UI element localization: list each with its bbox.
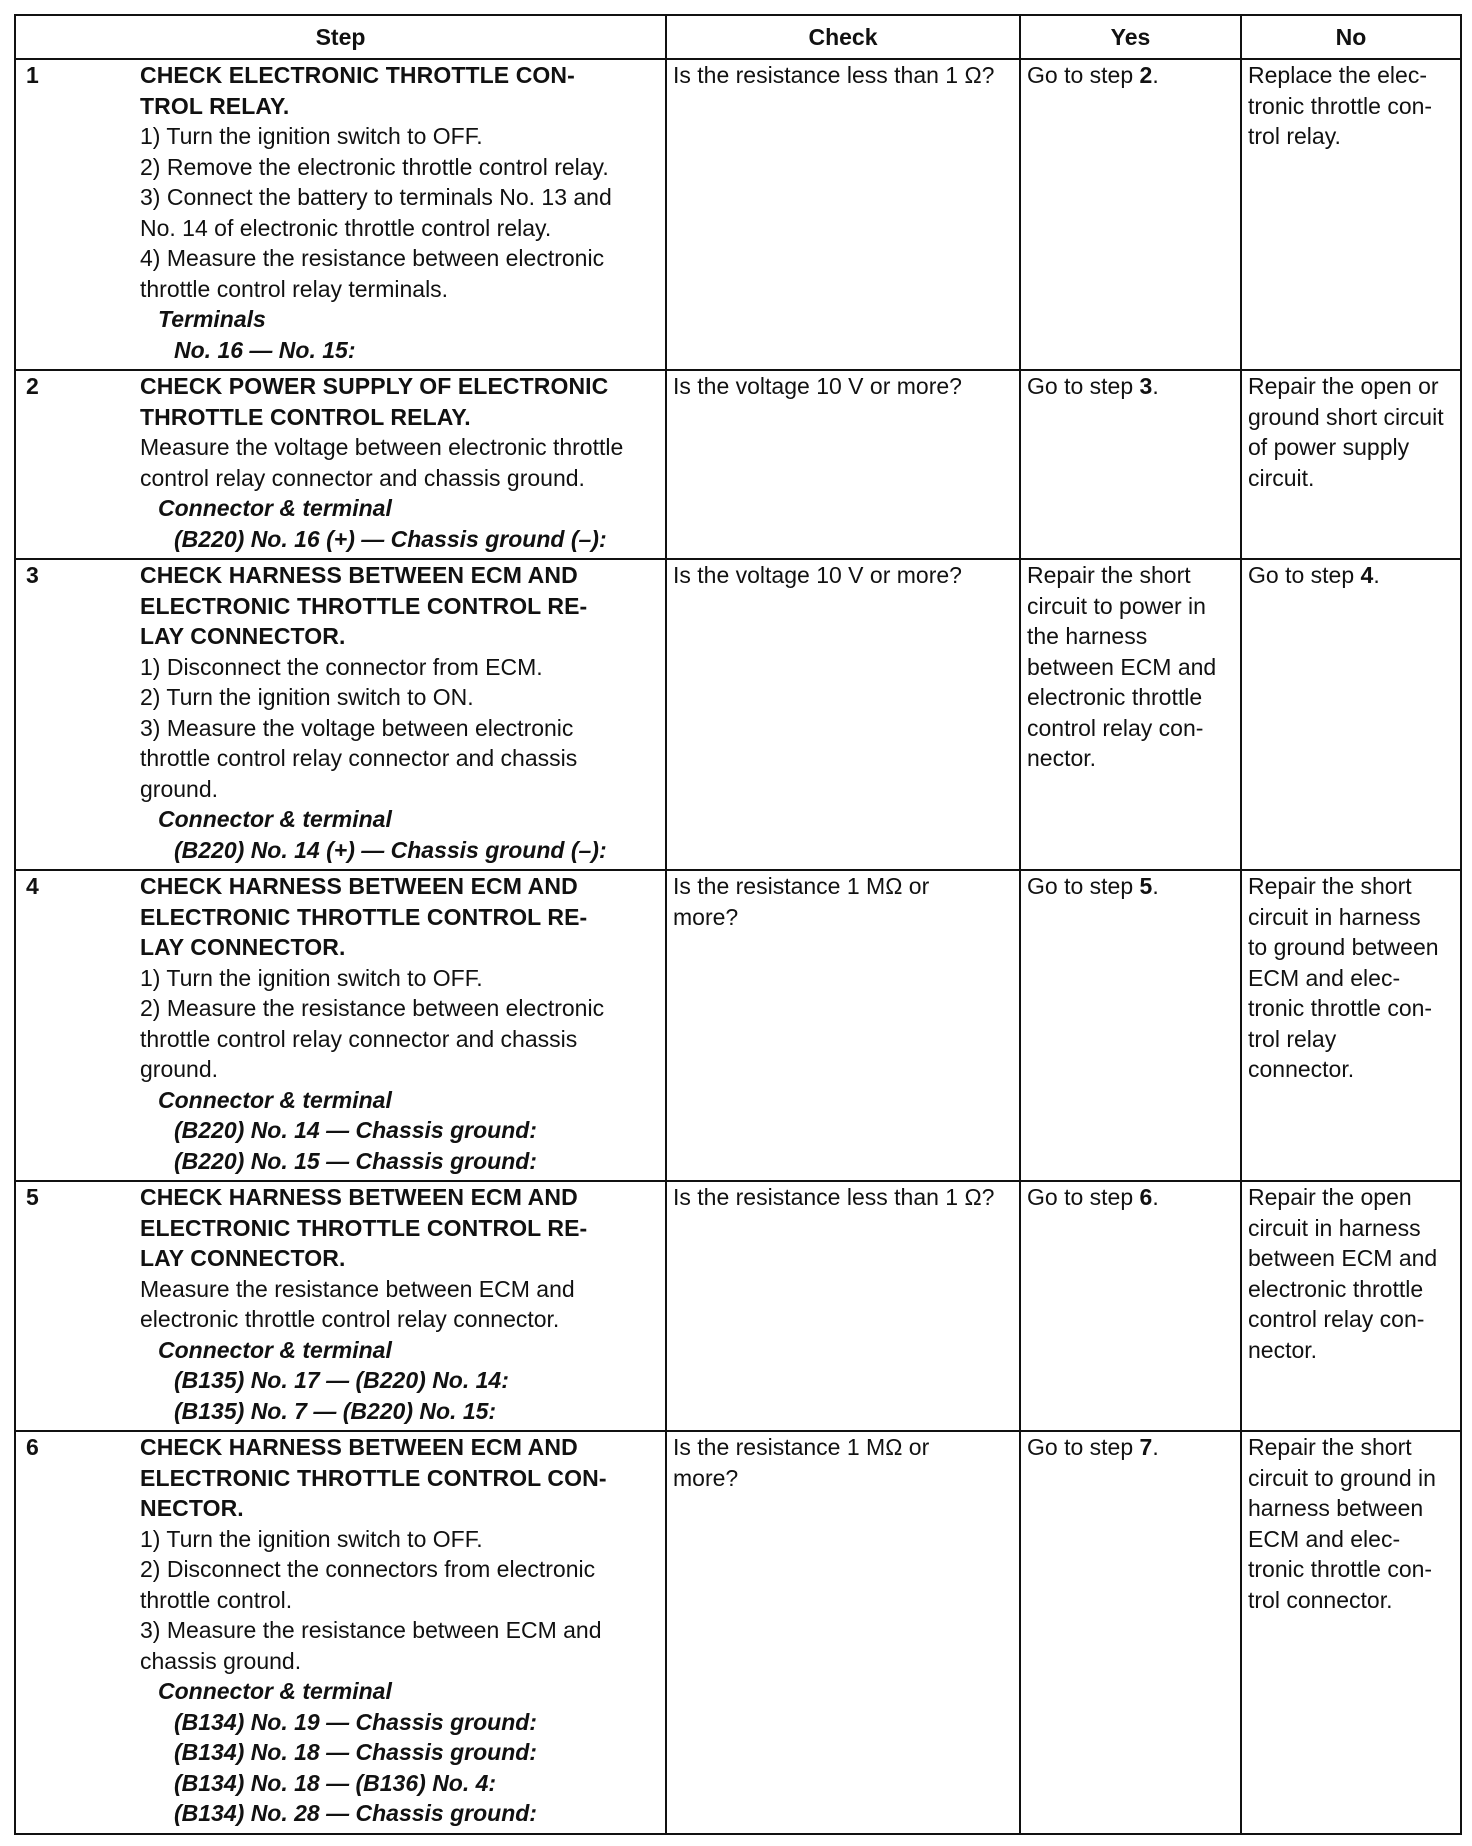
spec-item: (B134) No. 18 — (B136) No. 4: bbox=[174, 1769, 497, 1796]
step-instruction: 1) Turn the ignition switch to OFF. bbox=[140, 1525, 483, 1552]
step-body bbox=[140, 1432, 659, 1829]
yes-text: the harness bbox=[1027, 623, 1148, 649]
step-wrap bbox=[22, 371, 659, 554]
step-wrap bbox=[22, 1182, 659, 1426]
yes-goto-step-number: 5 bbox=[1139, 873, 1153, 899]
no-cell bbox=[1241, 870, 1461, 1181]
step-title: LAY CONNECTOR. bbox=[140, 1245, 346, 1271]
no-cell bbox=[1241, 370, 1461, 559]
spec-label: Connector & terminal bbox=[158, 1678, 392, 1704]
step-instruction: 4) Measure the resistance between electronic bbox=[140, 245, 605, 271]
step-title: CHECK HARNESS BETWEEN ECM AND bbox=[140, 1434, 578, 1460]
step-title: ELECTRONIC THROTTLE CONTROL RE- bbox=[140, 1214, 588, 1241]
check-text: Is the voltage 10 V or more? bbox=[673, 373, 962, 399]
step-body bbox=[140, 371, 659, 554]
yes-cell bbox=[1020, 559, 1241, 870]
yes-text: control relay con- bbox=[1027, 714, 1204, 741]
step-number: 3 bbox=[26, 562, 39, 588]
yes-text: nector. bbox=[1027, 745, 1097, 771]
step-title: ELECTRONIC THROTTLE CONTROL RE- bbox=[140, 903, 588, 930]
header-check: Check bbox=[666, 15, 1020, 59]
step-instruction: throttle control relay connector and chassis bbox=[140, 1025, 578, 1052]
step-instruction: 1) Disconnect the connector from ECM. bbox=[140, 653, 543, 680]
step-number: 6 bbox=[26, 1434, 39, 1460]
no-text: electronic throttle bbox=[1248, 1275, 1424, 1302]
check-text: Is the resistance 1 MΩ or bbox=[673, 1434, 930, 1460]
yes-text: circuit to power in bbox=[1027, 592, 1206, 619]
no-text: trol relay. bbox=[1248, 123, 1341, 149]
spec-item: (B134) No. 28 — Chassis ground: bbox=[174, 1800, 537, 1826]
check-cell bbox=[666, 370, 1020, 559]
step-title: CHECK HARNESS BETWEEN ECM AND bbox=[140, 873, 578, 899]
table-row bbox=[15, 559, 1461, 870]
no-text: tronic throttle con- bbox=[1248, 1556, 1433, 1582]
step-title: ELECTRONIC THROTTLE CONTROL RE- bbox=[140, 592, 588, 619]
no-text: tronic throttle con- bbox=[1248, 92, 1433, 119]
yes-text: between ECM and bbox=[1027, 653, 1217, 680]
step-title: CHECK POWER SUPPLY OF ELECTRONIC bbox=[140, 373, 609, 399]
spec-item: (B220) No. 16 (+) — Chassis ground (–): bbox=[174, 525, 607, 552]
step-instruction: 1) Turn the ignition switch to OFF. bbox=[140, 123, 483, 149]
spec-label: Terminals bbox=[158, 306, 266, 332]
step-instruction: chassis ground. bbox=[140, 1647, 302, 1674]
no-cell bbox=[1241, 59, 1461, 370]
check-cell bbox=[666, 59, 1020, 370]
spec-item: (B220) No. 14 — Chassis ground: bbox=[174, 1117, 537, 1143]
no-text: control relay con- bbox=[1248, 1306, 1425, 1332]
check-text: more? bbox=[673, 1464, 739, 1491]
step-cell bbox=[15, 370, 666, 559]
step-title: ELECTRONIC THROTTLE CONTROL CON- bbox=[140, 1464, 607, 1491]
yes-goto-step-number: 2 bbox=[1139, 62, 1153, 88]
step-number: 5 bbox=[26, 1184, 39, 1210]
step-instruction: ground. bbox=[140, 1056, 219, 1082]
spec-item: (B220) No. 14 (+) — Chassis ground (–): bbox=[174, 836, 607, 863]
step-body bbox=[140, 871, 659, 1176]
step-instruction: 2) Measure the resistance between electronic bbox=[140, 995, 605, 1021]
no-text: trol connector. bbox=[1248, 1586, 1393, 1613]
spec-label: Connector & terminal bbox=[158, 1086, 392, 1113]
step-instruction: 3) Measure the resistance between ECM and bbox=[140, 1617, 602, 1643]
yes-cell bbox=[1020, 1431, 1241, 1834]
header-row bbox=[15, 15, 1461, 59]
spec-item: (B220) No. 15 — Chassis ground: bbox=[174, 1147, 537, 1174]
step-number: 4 bbox=[26, 873, 39, 899]
step-instruction: control relay connector and chassis ground. bbox=[140, 464, 585, 491]
table-body bbox=[15, 59, 1461, 1834]
yes-goto-step: Go to step 7. bbox=[1027, 1434, 1159, 1460]
step-number: 2 bbox=[26, 373, 39, 399]
spec-item: (B134) No. 18 — Chassis ground: bbox=[174, 1739, 537, 1765]
step-instruction: ground. bbox=[140, 775, 219, 802]
step-instruction: throttle control relay connector and chassis bbox=[140, 745, 578, 771]
step-instruction: throttle control. bbox=[140, 1586, 293, 1613]
step-title: THROTTLE CONTROL RELAY. bbox=[140, 403, 471, 430]
yes-goto-step-number: 7 bbox=[1139, 1434, 1153, 1460]
no-text: Repair the open bbox=[1248, 1184, 1412, 1210]
yes-goto-step: Go to step 5. bbox=[1027, 873, 1159, 899]
check-cell bbox=[666, 1431, 1020, 1834]
step-cell bbox=[15, 870, 666, 1181]
no-text: between ECM and bbox=[1248, 1245, 1438, 1271]
check-text: more? bbox=[673, 903, 739, 930]
step-instruction: Measure the voltage between electronic throttle bbox=[140, 434, 624, 460]
no-cell bbox=[1241, 559, 1461, 870]
yes-goto-step-number: 3 bbox=[1139, 373, 1153, 399]
check-cell bbox=[666, 870, 1020, 1181]
step-wrap bbox=[22, 871, 659, 1176]
yes-goto-step-number: 6 bbox=[1139, 1184, 1153, 1210]
no-text: Repair the short bbox=[1248, 873, 1412, 899]
no-text: to ground between bbox=[1248, 934, 1439, 960]
check-cell bbox=[666, 559, 1020, 870]
check-cell bbox=[666, 1181, 1020, 1431]
step-cell bbox=[15, 1181, 666, 1431]
step-cell bbox=[15, 559, 666, 870]
table-row bbox=[15, 59, 1461, 370]
yes-goto-step: Go to step 6. bbox=[1027, 1184, 1159, 1210]
no-text: tronic throttle con- bbox=[1248, 995, 1433, 1021]
yes-cell bbox=[1020, 1181, 1241, 1431]
step-title: NECTOR. bbox=[140, 1495, 244, 1521]
step-title: CHECK HARNESS BETWEEN ECM AND bbox=[140, 1184, 578, 1210]
no-text: Repair the short bbox=[1248, 1434, 1412, 1460]
step-wrap bbox=[22, 1432, 659, 1829]
no-text: ECM and elec- bbox=[1248, 964, 1401, 991]
no-text: harness between bbox=[1248, 1495, 1424, 1521]
yes-text: Repair the short bbox=[1027, 562, 1191, 588]
spec-label: Connector & terminal bbox=[158, 495, 392, 521]
no-text: trol relay bbox=[1248, 1025, 1337, 1052]
spec-item: (B134) No. 19 — Chassis ground: bbox=[174, 1708, 537, 1735]
step-instruction: Measure the resistance between ECM and bbox=[140, 1275, 575, 1302]
no-goto-step: Go to step 4. bbox=[1248, 562, 1380, 588]
step-number: 1 bbox=[26, 62, 39, 88]
step-instruction: 3) Measure the voltage between electronic bbox=[140, 714, 574, 741]
header-yes: Yes bbox=[1020, 15, 1241, 59]
spec-item: (B135) No. 17 — (B220) No. 14: bbox=[174, 1367, 509, 1393]
step-body bbox=[140, 560, 659, 865]
yes-cell bbox=[1020, 59, 1241, 370]
step-instruction: 3) Connect the battery to terminals No. 13 and bbox=[140, 184, 612, 210]
no-text: of power supply bbox=[1248, 434, 1410, 460]
check-text: Is the resistance less than 1 Ω? bbox=[673, 1184, 995, 1210]
diagnostic-table-page bbox=[14, 14, 1460, 1840]
no-text: ground short circuit bbox=[1248, 403, 1444, 430]
step-title: LAY CONNECTOR. bbox=[140, 934, 346, 960]
check-text: Is the voltage 10 V or more? bbox=[673, 562, 962, 588]
header-no: No bbox=[1241, 15, 1461, 59]
step-body bbox=[140, 60, 659, 365]
spec-item: No. 16 — No. 15: bbox=[174, 336, 356, 363]
table-row bbox=[15, 1431, 1461, 1834]
spec-label: Connector & terminal bbox=[158, 806, 392, 832]
no-text: Replace the elec- bbox=[1248, 62, 1427, 88]
yes-cell bbox=[1020, 370, 1241, 559]
no-text: circuit in harness bbox=[1248, 1214, 1421, 1241]
check-text: Is the resistance less than 1 Ω? bbox=[673, 62, 995, 88]
table-row bbox=[15, 870, 1461, 1181]
step-cell bbox=[15, 59, 666, 370]
no-cell bbox=[1241, 1181, 1461, 1431]
no-text: circuit to ground in bbox=[1248, 1464, 1436, 1491]
step-wrap bbox=[22, 60, 659, 365]
step-cell bbox=[15, 1431, 666, 1834]
no-text: nector. bbox=[1248, 1336, 1318, 1363]
no-text: ECM and elec- bbox=[1248, 1525, 1401, 1552]
step-title: CHECK HARNESS BETWEEN ECM AND bbox=[140, 562, 578, 588]
table-row bbox=[15, 370, 1461, 559]
step-title: TROL RELAY. bbox=[140, 92, 290, 119]
yes-text: electronic throttle bbox=[1027, 684, 1203, 710]
no-text: Repair the open or bbox=[1248, 373, 1439, 399]
step-title: CHECK ELECTRONIC THROTTLE CON- bbox=[140, 62, 575, 88]
step-body bbox=[140, 1182, 659, 1426]
step-instruction: 2) Turn the ignition switch to ON. bbox=[140, 684, 474, 710]
no-text: circuit. bbox=[1248, 464, 1315, 491]
diagnostic-table bbox=[14, 14, 1462, 1835]
step-instruction: No. 14 of electronic throttle control relay. bbox=[140, 214, 552, 241]
header-step: Step bbox=[15, 15, 666, 59]
spec-label: Connector & terminal bbox=[158, 1336, 392, 1363]
no-cell bbox=[1241, 1431, 1461, 1834]
yes-cell bbox=[1020, 870, 1241, 1181]
step-title: LAY CONNECTOR. bbox=[140, 623, 346, 649]
step-instruction: 2) Remove the electronic throttle control relay. bbox=[140, 153, 609, 180]
yes-goto-step: Go to step 3. bbox=[1027, 373, 1159, 399]
spec-item: (B135) No. 7 — (B220) No. 15: bbox=[174, 1397, 497, 1424]
step-instruction: 2) Disconnect the connectors from electronic bbox=[140, 1556, 596, 1582]
step-instruction: 1) Turn the ignition switch to OFF. bbox=[140, 964, 483, 991]
step-wrap bbox=[22, 560, 659, 865]
no-text: connector. bbox=[1248, 1056, 1355, 1082]
check-text: Is the resistance 1 MΩ or bbox=[673, 873, 930, 899]
no-goto-step-number: 4 bbox=[1360, 562, 1374, 588]
step-instruction: throttle control relay terminals. bbox=[140, 275, 449, 302]
table-row bbox=[15, 1181, 1461, 1431]
no-text: circuit in harness bbox=[1248, 903, 1421, 930]
yes-goto-step: Go to step 2. bbox=[1027, 62, 1159, 88]
step-instruction: electronic throttle control relay connector. bbox=[140, 1306, 560, 1332]
